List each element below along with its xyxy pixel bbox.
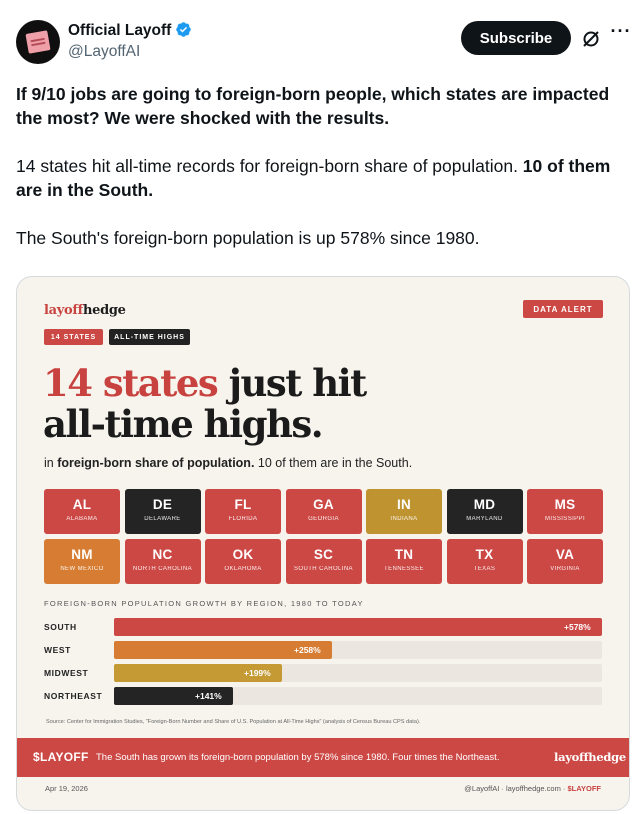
state-abbr: MD (473, 497, 496, 512)
brand-logo (44, 303, 126, 318)
state-tile-fl (205, 489, 281, 534)
brand-logo-dark: hedge (82, 303, 126, 318)
state-name: TEXAS (473, 566, 496, 572)
subscribe-button[interactable]: Subscribe (461, 21, 571, 55)
post-header (16, 18, 632, 68)
state-name: OKLAHOMA (224, 566, 262, 572)
post-paragraph-2-bold: 10 of them are in the South. (16, 156, 611, 200)
bar-west (114, 641, 332, 659)
state-tile-in (366, 489, 442, 534)
bottom-banner (17, 738, 630, 777)
tag-14-states: 14 STATES (44, 329, 103, 345)
bar-value-label: +141% (195, 691, 222, 701)
bar-track-south (114, 618, 602, 636)
headline-rest: just hit (217, 361, 366, 405)
state-name: SOUTH CAROLINA (294, 566, 353, 572)
infographic-card[interactable] (16, 276, 630, 811)
avatar[interactable] (16, 20, 60, 64)
state-abbr: TX (475, 547, 494, 562)
state-name: NEW MEXICO (60, 566, 104, 572)
sticky-note-icon (25, 30, 50, 54)
state-name: DELAWARE (144, 516, 181, 522)
banner-message: The South has grown its foreign-born population by 578% since 1980. Four times the Northeast. (96, 752, 500, 763)
banner-logo: layoffhedge (554, 750, 626, 764)
author-name[interactable] (68, 21, 192, 40)
state-abbr: MS (554, 497, 576, 512)
state-abbr: AL (72, 497, 92, 512)
footer-ticker: $LAYOFF (567, 784, 601, 793)
card-date: Apr 19, 2026 (45, 784, 88, 793)
state-name: NORTH CAROLINA (132, 566, 193, 572)
chart-title: FOREIGN-BORN POPULATION GROWTH BY REGION, 1980 TO TODAY (44, 599, 364, 608)
state-name: FLORIDA (228, 516, 258, 522)
bar-label-south: SOUTH (44, 622, 77, 632)
state-tile-ga (286, 489, 362, 534)
source-note: Source: Center for Immigration Studies, "Foreign-Born Number and Share of U.S. Population at All-Time Highs" (analysis of Census Bureau CPS data). (46, 719, 421, 725)
banner-ticker: $LAYOFF (33, 750, 89, 764)
post-paragraph-1: If 9/10 jobs are going to foreign-born people, which states are impacted the most? We were shocked with the results. (16, 84, 610, 128)
state-tile-al (44, 489, 120, 534)
verified-badge-icon (175, 21, 192, 38)
headline-line2: all-time highs. (43, 402, 323, 446)
footer-credit-text: @LayoffAI · layoffhedge.com · (464, 784, 568, 793)
state-name: MARYLAND (466, 516, 503, 522)
bar-northeast (114, 687, 233, 705)
bar-value-label: +578% (564, 622, 591, 632)
state-abbr: NM (71, 547, 93, 562)
post-paragraph-2 (16, 154, 621, 202)
state-abbr: GA (313, 497, 334, 512)
post-text (16, 82, 621, 274)
state-tile-nc (125, 539, 201, 584)
bar-value-label: +199% (244, 668, 271, 678)
state-abbr: SC (313, 547, 334, 562)
bar-track-west (114, 641, 602, 659)
state-abbr: DE (152, 497, 173, 512)
post-paragraph-3: The South's foreign-born population is up 578% since 1980. (16, 228, 480, 248)
subhead-c: 10 of them are in the South. (254, 456, 413, 470)
state-name: MISSISSIPPI (544, 516, 586, 522)
state-tile-ms (527, 489, 603, 534)
state-abbr: OK (232, 547, 254, 562)
state-tile-ok (205, 539, 281, 584)
tag-all-time-highs: ALL-TIME HIGHS (109, 329, 190, 345)
state-name: TENNESSEE (384, 566, 424, 572)
bar-track-midwest (114, 664, 602, 682)
state-tile-de (125, 489, 201, 534)
state-tile-nm (44, 539, 120, 584)
bar-south (114, 618, 602, 636)
brand-logo-red: layoff (44, 303, 83, 318)
more-icon[interactable]: ··· (610, 21, 632, 41)
post-paragraph-2-text: 14 states hit all-time records for foreign-born share of population. (16, 156, 523, 176)
state-abbr: VA (555, 547, 575, 562)
subhead-b: foreign-born share of population. (57, 456, 255, 470)
bar-label-west: WEST (44, 645, 71, 655)
state-tile-md (447, 489, 523, 534)
subhead-a: in (44, 456, 58, 470)
state-name: INDIANA (390, 516, 418, 522)
card-footer-credit (464, 784, 601, 793)
state-tile-va (527, 539, 603, 584)
author-handle[interactable]: @LayoffAI (68, 43, 141, 60)
bar-value-label: +258% (294, 645, 321, 655)
bar-label-midwest: MIDWEST (44, 668, 89, 678)
bar-label-northeast: NORTHEAST (44, 691, 103, 701)
state-tile-tx (447, 539, 523, 584)
bar-midwest (114, 664, 282, 682)
state-name: ALABAMA (66, 516, 98, 522)
headline-red: 14 states (43, 361, 218, 405)
card-headline (43, 363, 366, 445)
state-abbr: IN (396, 497, 412, 512)
state-abbr: TN (394, 547, 414, 562)
state-tile-sc (286, 539, 362, 584)
bar-track-northeast (114, 687, 602, 705)
state-name: VIRGINIA (550, 566, 580, 572)
state-abbr: NC (152, 547, 173, 562)
slashed-circle-icon[interactable] (581, 29, 601, 49)
state-name: GEORGIA (308, 516, 339, 522)
state-abbr: FL (234, 497, 252, 512)
author-name-text[interactable]: Official Layoff (68, 22, 172, 39)
data-alert-badge: DATA ALERT (523, 300, 603, 318)
card-subhead (44, 456, 412, 470)
state-tile-tn (366, 539, 442, 584)
